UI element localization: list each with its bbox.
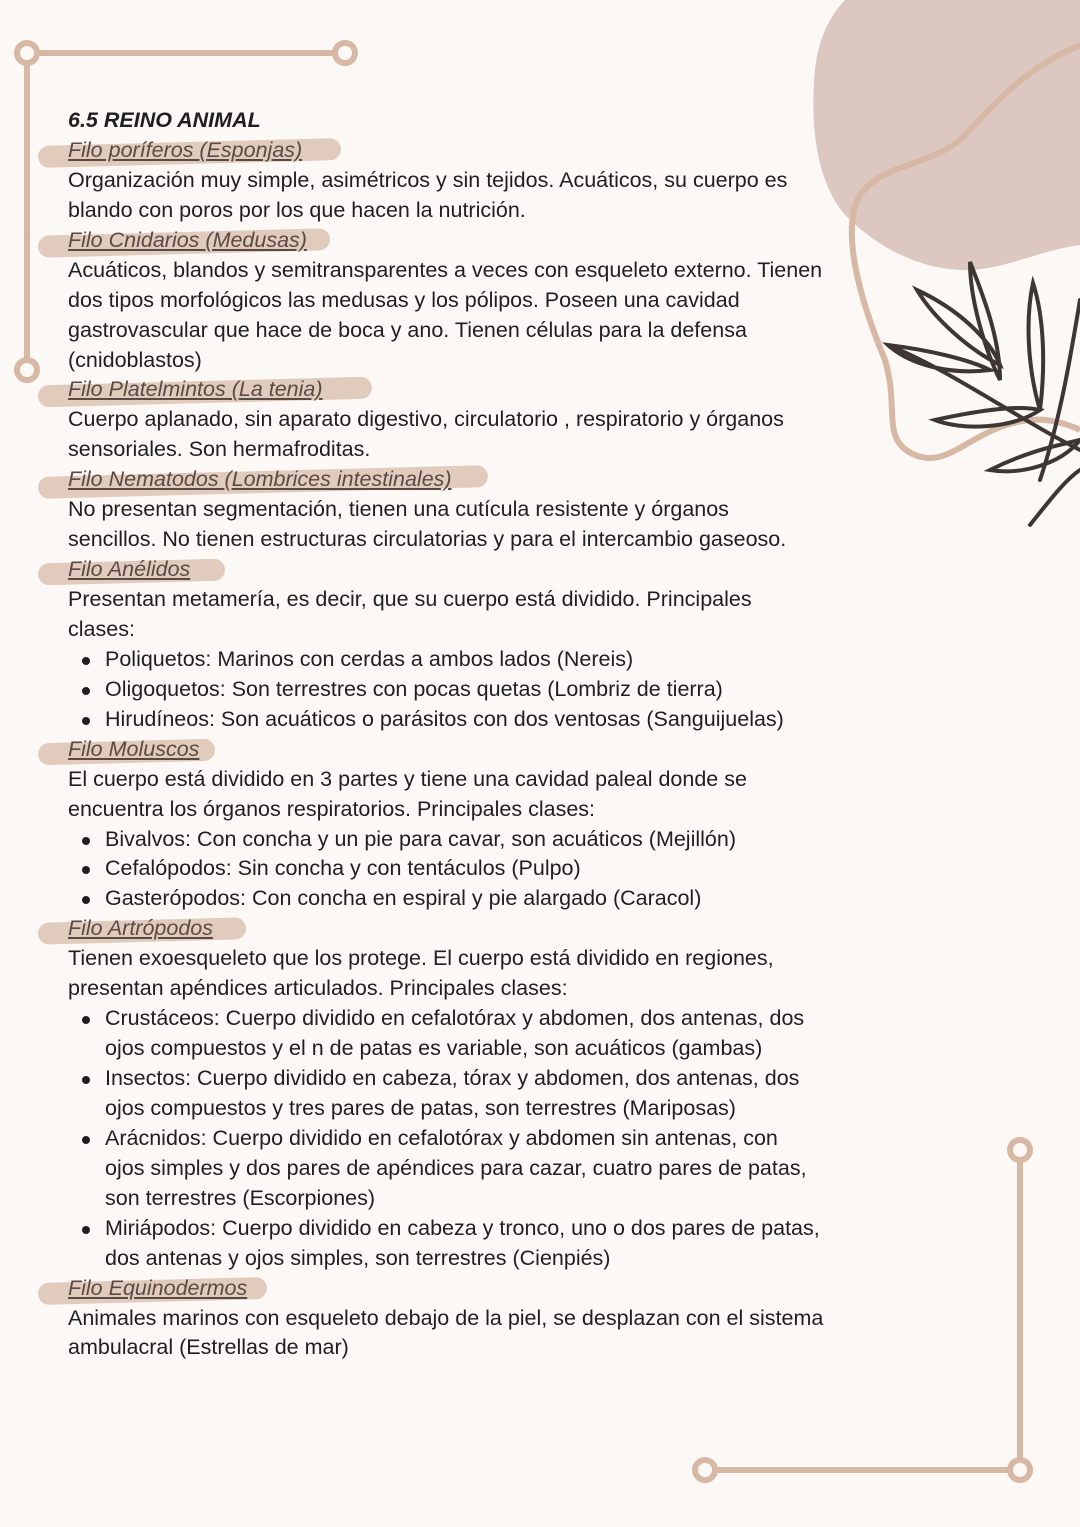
leaf-branch-icon bbox=[888, 262, 1080, 525]
section-heading: Filo Artrópodos bbox=[68, 916, 213, 941]
paragraph-line: ambulacral (Estrellas de mar) bbox=[68, 1335, 349, 1360]
bullet-item: Insectos: Cuerpo dividido en cabeza, tórax y abdomen, dos antenas, dos bbox=[68, 1064, 823, 1094]
bullet-dot-icon bbox=[82, 1136, 90, 1144]
bullet-dot-icon bbox=[82, 837, 90, 845]
bullet-line: son terrestres (Escorpiones) bbox=[105, 1185, 376, 1210]
section-heading: Filo Anélidos bbox=[68, 557, 191, 582]
section-heading-line bbox=[68, 914, 823, 944]
bullet-dot-icon bbox=[82, 687, 90, 695]
paragraph-line: sensoriales. Son hermafroditas. bbox=[68, 437, 371, 462]
paragraph-line: clases: bbox=[68, 616, 135, 641]
section-heading-line bbox=[68, 136, 823, 166]
paragraph-line: Tienen exoesqueleto que los protege. El cuerpo está dividido en regiones, bbox=[68, 946, 774, 971]
paragraph-line: presentan apéndices articulados. Principales clases: bbox=[68, 976, 568, 1001]
paragraph-line: Organización muy simple, asimétricos y sin tejidos. Acuáticos, su cuerpo es bbox=[68, 167, 788, 192]
bullet-item: Oligoquetos: Son terrestres con pocas quetas (Lombriz de tierra) bbox=[68, 675, 823, 705]
section-heading: Filo Nematodos (Lombrices intestinales) bbox=[68, 467, 452, 492]
paragraph-line: No presentan segmentación, tienen una cutícula resistente y órganos bbox=[68, 497, 729, 522]
bullet-line: ojos compuestos y tres pares de patas, son terrestres (Mariposas) bbox=[105, 1095, 736, 1120]
paragraph-line: encuentra los órganos respiratorios. Principales clases: bbox=[68, 796, 596, 821]
section-heading-line bbox=[68, 555, 823, 585]
bullet-dot-icon bbox=[82, 896, 90, 904]
bullet-dot-icon bbox=[82, 1076, 90, 1084]
bullet-item: Miriápodos: Cuerpo dividido en cabeza y tronco, uno o dos pares de patas, bbox=[68, 1214, 823, 1244]
section-heading: Filo Equinodermos bbox=[68, 1275, 248, 1300]
bullet-item: Bivalvos: Con concha y un pie para cavar, son acuáticos (Mejillón) bbox=[68, 825, 823, 855]
paragraph-line: Presentan metamería, es decir, que su cuerpo está dividido. Principales bbox=[68, 587, 752, 611]
bullet-dot-icon bbox=[82, 717, 90, 725]
bullet-line: dos antenas y ojos simples, son terrestres (Cienpiés) bbox=[105, 1245, 611, 1270]
section-heading: Filo Cnidarios (Medusas) bbox=[68, 227, 307, 252]
paragraph-line: gastrovascular que hace de boca y ano. Tienen células para la defensa bbox=[68, 317, 747, 342]
paragraph-line: blando con poros por los que hacen la nutrición. bbox=[68, 197, 526, 222]
page-title: 6.5 REINO ANIMAL bbox=[68, 108, 261, 132]
paragraph-line: (cnidoblastos) bbox=[68, 347, 202, 372]
paragraph-line: Cuerpo aplanado, sin aparato digestivo, circulatorio , respiratorio y órganos bbox=[68, 407, 784, 432]
section-heading: Filo Platelmintos (La tenia) bbox=[68, 377, 323, 402]
section-heading: Filo Moluscos bbox=[68, 736, 200, 761]
paragraph-line: Animales marinos con esqueleto debajo de la piel, se desplazan con el sistema bbox=[68, 1305, 824, 1330]
bullet-item: Poliquetos: Marinos con cerdas a ambos lados (Nereis) bbox=[68, 645, 823, 675]
bullet-dot-icon bbox=[82, 657, 90, 665]
section-heading-line bbox=[68, 375, 823, 405]
section-heading: Filo poríferos (Esponjas) bbox=[68, 137, 303, 162]
section-heading-line bbox=[68, 226, 823, 256]
paragraph-line: sencillos. No tienen estructuras circulatorias y para el intercambio gaseoso. bbox=[68, 527, 787, 552]
paragraph-line: dos tipos morfológicos las medusas y los pólipos. Poseen una cavidad bbox=[68, 287, 740, 312]
bullet-line: ojos compuestos y el n de patas es variable, son acuáticos (gambas) bbox=[105, 1036, 763, 1061]
document-body bbox=[68, 106, 823, 1363]
section-heading-line bbox=[68, 465, 823, 495]
section-heading-line bbox=[68, 735, 823, 765]
bullet-line: ojos simples y dos pares de apéndices para cazar, cuatro pares de patas, bbox=[105, 1155, 807, 1180]
paragraph-line: Acuáticos, blandos y semitransparentes a veces con esqueleto externo. Tienen bbox=[68, 257, 823, 282]
bullet-dot-icon bbox=[82, 1226, 90, 1234]
bullet-item: Hirudíneos: Son acuáticos o parásitos con dos ventosas (Sanguijuelas) bbox=[68, 705, 823, 735]
bullet-item: Arácnidos: Cuerpo dividido en cefalotórax y abdomen sin antenas, con bbox=[68, 1124, 823, 1154]
paragraph-line: El cuerpo está dividido en 3 partes y tiene una cavidad paleal donde se bbox=[68, 766, 747, 791]
bullet-item: Cefalópodos: Sin concha y con tentáculos (Pulpo) bbox=[68, 854, 823, 884]
bullet-item: Gasterópodos: Con concha en espiral y pie alargado (Caracol) bbox=[68, 884, 823, 914]
section-heading-line bbox=[68, 1274, 823, 1304]
bullet-item: Crustáceos: Cuerpo dividido en cefalotórax y abdomen, dos antenas, dos bbox=[68, 1004, 823, 1034]
bullet-dot-icon bbox=[82, 1016, 90, 1024]
bullet-dot-icon bbox=[82, 866, 90, 874]
